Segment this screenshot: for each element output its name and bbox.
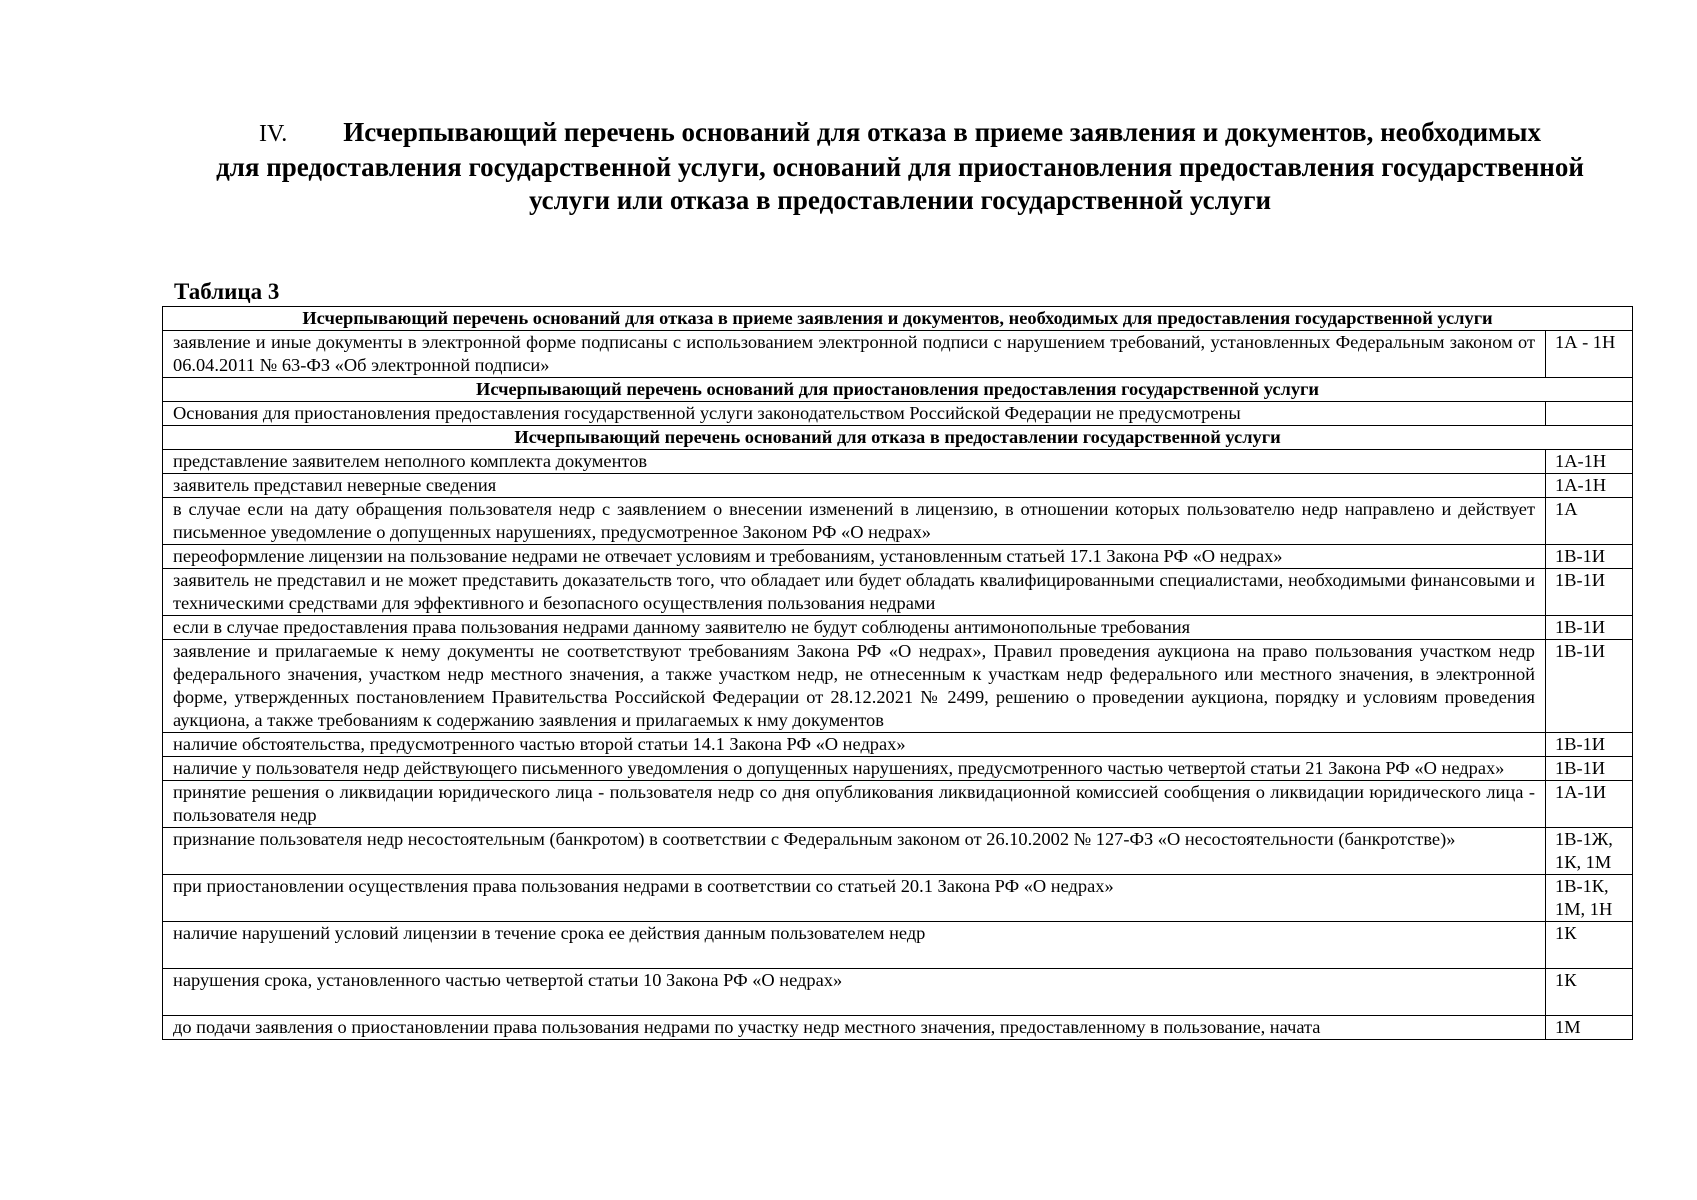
table-row [163,616,1633,640]
ground-text: в случае если на дату обращения пользователя недр с заявлением о внесении изменений в лицензию, в отношении которых пользователю недр направлено и действует письменное уведомление о допущенных нарушениях, предусмотренное Законом РФ «О недрах» [163,498,1546,545]
ground-text: наличие нарушений условий лицензии в течение срока ее действия данным пользователем недр [163,922,1546,969]
table-row [163,569,1633,616]
ground-text: представление заявителем неполного комплекта документов [163,450,1546,474]
section-header-refusal-service: Исчерпывающий перечень оснований для отказа в предоставлении государственной услуги [163,426,1633,450]
applicability-code: 1В-1И [1546,757,1633,781]
applicability-code: 1К [1546,922,1633,969]
applicability-code [1546,402,1633,426]
applicability-code: 1К [1546,969,1633,1016]
table-row [163,828,1633,875]
heading-line-1-text: Исчерпывающий перечень оснований для отказа в приеме заявления и документов, необходимых [343,117,1542,147]
table-row [163,498,1633,545]
heading-line-2: для предоставления государственной услуги, оснований для приостановления предоставления государственной [216,152,1584,182]
applicability-code: 1А-1Н [1546,450,1633,474]
ground-text: наличие обстоятельства, предусмотренного частью второй статьи 14.1 Закона РФ «О недрах» [163,733,1546,757]
table-row [163,450,1633,474]
table-row [163,1016,1633,1040]
applicability-code: 1А-1Н [1546,474,1633,498]
ground-text: если в случае предоставления права пользования недрами данному заявителю не будут соблюдены антимонопольные требования [163,616,1546,640]
applicability-code: 1В-1Ж, 1К, 1М [1546,828,1633,875]
applicability-code: 1В-1И [1546,616,1633,640]
table-caption: Таблица 3 [174,279,280,304]
ground-text: заявление и иные документы в электронной форме подписаны с использованием электронной подписи с нарушением требований, установленных Федеральным законом от 06.04.2011 № 63-ФЗ «Об электронной подписи» [163,331,1546,378]
ground-text: при приостановлении осуществления права пользования недрами в соответствии со статьей 20.1 Закона РФ «О недрах» [163,875,1546,922]
section-header-row [163,307,1633,331]
table-row [163,640,1633,733]
ground-text: до подачи заявления о приостановлении права пользования недрами по участку недр местного значения, предоставленному в пользование, начата [163,1016,1546,1040]
table-row [163,969,1633,1016]
table-row [163,402,1633,426]
section-header-suspension: Исчерпывающий перечень оснований для приостановления предоставления государственной услуги [163,378,1633,402]
table-row [163,875,1633,922]
ground-text: заявитель представил неверные сведения [163,474,1546,498]
grounds-table [162,306,1633,1040]
table-row [163,331,1633,378]
section-number: IV. [258,121,288,147]
applicability-code: 1В-1И [1546,569,1633,616]
ground-text: принятие решения о ликвидации юридического лица - пользователя недр со дня опубликования ликвидационной комиссией сообщения о ликвидации юридического лица - пользователя недр [163,781,1546,828]
applicability-code: 1В-1И [1546,545,1633,569]
ground-text: заявитель не представил и не может представить доказательств того, что обладает или будет обладать квалифицированными специалистами, необходимыми финансовыми и техническими средствами для эффективного и безопасного осуществления пользования недрами [163,569,1546,616]
table-row [163,922,1633,969]
heading-line-1 [160,116,1640,151]
ground-text: Основания для приостановления предоставления государственной услуги законодательством Российской Федерации не предусмотрены [163,402,1546,426]
ground-text: нарушения срока, установленного частью четвертой статьи 10 Закона РФ «О недрах» [163,969,1546,1016]
table-row [163,757,1633,781]
table-row [163,781,1633,828]
ground-text: переоформление лицензии на пользование недрами не отвечает условиям и требованиям, установленным статьей 17.1 Закона РФ «О недрах» [163,545,1546,569]
ground-text: заявление и прилагаемые к нему документы не соответствуют требованиям Закона РФ «О недрах», Правил проведения аукциона на право пользования участком недр федерального значения, участком недр местного значения, а также участком недр, не отнесенным к участкам недр федерального или местного значения, в электронной форме, утвержденных постановлением Правительства Российской Федерации от 28.12.2021 № 2499, решению о проведении аукциона, порядку и условиям проведения аукциона, а также требованиям к содержанию заявления и прилагаемых к нму документов [163,640,1546,733]
applicability-code: 1А - 1Н [1546,331,1633,378]
ground-text: наличие у пользователя недр действующего письменного уведомления о допущенных нарушениях, предусмотренного частью четвертой статьи 21 Закона РФ «О недрах» [163,757,1546,781]
applicability-code: 1А [1546,498,1633,545]
section-header-row [163,378,1633,402]
heading-line-3: услуги или отказа в предоставлении государственной услуги [528,185,1272,215]
section-header-refusal-acceptance: Исчерпывающий перечень оснований для отказа в приеме заявления и документов, необходимых для предоставления государственной услуги [163,307,1633,331]
table-row [163,474,1633,498]
section-header-row [163,426,1633,450]
table-row [163,545,1633,569]
ground-text: признание пользователя недр несостоятельным (банкротом) в соответствии с Федеральным законом от 26.10.2002 № 127-ФЗ «О несостоятельности (банкротстве)» [163,828,1546,875]
applicability-code: 1В-1И [1546,640,1633,733]
table-row [163,733,1633,757]
applicability-code: 1В-1К, 1М, 1Н [1546,875,1633,922]
applicability-code: 1В-1И [1546,733,1633,757]
section-heading [160,116,1640,217]
applicability-code: 1М [1546,1016,1633,1040]
applicability-code: 1А-1И [1546,781,1633,828]
